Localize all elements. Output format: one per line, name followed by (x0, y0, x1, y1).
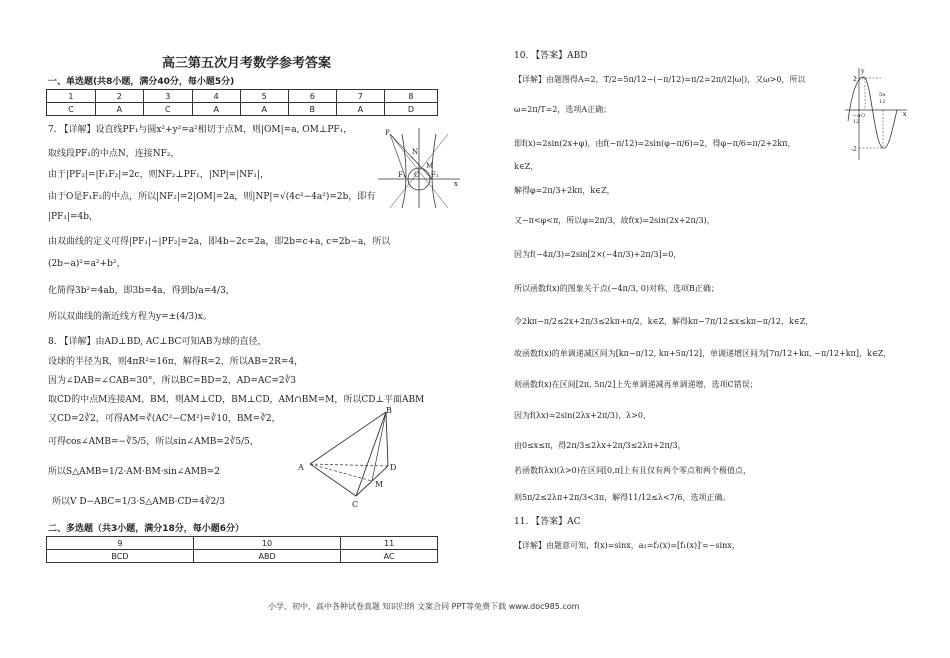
q8-line: 可得cos∠AMB=−∛5/5，所以sin∠AMB=2∛5/5， (48, 437, 259, 447)
q10-line: k∈Z， (514, 162, 539, 171)
q7-line: 所以双曲线的渐近线方程为y=±(4/3)x。 (48, 312, 212, 322)
hyperbola-label: O (414, 171, 420, 179)
tetra-label-b: B (386, 406, 392, 415)
q11-line: 11. 【答案】AC (514, 517, 581, 527)
page-title: 高三第五次月考数学参考答案 (162, 56, 332, 71)
answer-cell: BCD (47, 550, 194, 563)
answer-cell: D (384, 103, 437, 116)
answer-cell: A (336, 103, 384, 116)
q8-line: 又CD=2∛2，可得AM=∛(AC²−CM²)=∛10，BM=∛2， (48, 414, 281, 424)
q8-line: 取CD的中点M连接AM、BM，则AM⊥CD，BM⊥CD，AM∩BM=M，所以CD⊥平面ABM (48, 395, 425, 405)
q7-line: 化简得3b²=4ab，即3b=4a，得到b/a=4/3， (48, 286, 235, 296)
section2-answer-table (46, 536, 438, 563)
question-number-cell: 1 (47, 90, 96, 103)
hyperbola-label: x (454, 180, 458, 188)
sine-label: -2 (851, 146, 857, 153)
sine-label: 5π (879, 92, 886, 98)
sine-label: O (861, 113, 866, 119)
page-footer: 小学、初中、高中各种试卷真题 知识归纳 文案合同 PPT等免费下载 www.doc985.com (268, 602, 580, 611)
sine-label: y (861, 68, 865, 75)
hyperbola-label: P (385, 129, 390, 137)
q7-line: 取线段PF₁的中点N，连接NF₂， (48, 149, 180, 159)
q8-line: 因为∠DAB=∠CAB=30°，所以BC=BD=2，AD=AC=2∛3 (48, 376, 297, 386)
section1-answer-table (46, 89, 438, 116)
question-number-cell: 3 (143, 90, 192, 103)
section1-answer-row (47, 103, 438, 116)
question-number-cell: 9 (47, 537, 194, 550)
hyperbola-label: F₁ (398, 171, 406, 179)
q10-line: 即f(x)=2sin(2x+φ)，由f(−π/12)=2sin(φ−π/6)=2，得φ−π/6=π/2+2kπ， (514, 139, 796, 148)
q10-line: 若函数f(λx)(λ>0)在区间[0,π]上有且仅有两个零点和两个极值点， (514, 466, 752, 475)
q7-line: 7. 【详解】设直线PF₁与圆x²+y²=a²相切于点M，则|OM|=a, OM⊥PF₁， (48, 125, 353, 135)
q8-line: 设球的半径为R，则4πR²=16π，解得R=2，所以AB=2R=4， (48, 357, 304, 367)
sine-label: 2 (853, 76, 857, 83)
tetra-label-m: M (375, 480, 384, 489)
answer-cell: A (95, 103, 143, 116)
question-number-cell: 7 (336, 90, 384, 103)
sine-label: x (903, 111, 907, 118)
question-number-cell: 2 (95, 90, 143, 103)
answer-cell: C (143, 103, 192, 116)
q7-line: |PF₁|=4b， (48, 212, 99, 222)
q10-line: 因为f(λx)=2sin(2λx+2π/3)，λ>0， (514, 411, 652, 420)
q7-line: 由双曲线的定义可得|PF₁|−|PF₂|=2a，即4b−2c=2a，即2b=c+a, c=2b−a，所以 (48, 237, 391, 247)
hyperbola-label: F₂ (431, 171, 439, 179)
answer-cell: C (47, 103, 96, 116)
hyperbola-label: N (412, 148, 419, 156)
question-number-cell: 11 (341, 537, 438, 550)
tetra-label-a: A (298, 463, 304, 472)
hyperbola-figure (376, 124, 462, 210)
q10-line: 因为f(−4π/3)=2sin[2×(−4π/3)+2π/3]=0， (514, 250, 682, 259)
section1-number-row (47, 90, 438, 103)
section2-answer-row (47, 550, 438, 563)
q10-line: 由0≤x≤π，得2π/3≤2λx+2π/3≤2λπ+2π/3， (514, 441, 686, 450)
q7-line: (2b−a)²=a²+b²， (48, 259, 126, 269)
q10-line: 解得φ=2π/3+2kπ，k∈Z， (514, 186, 615, 195)
q10-line: 则函数f(x)在区间[2π, 5π/2]上先单调递减再单调递增，选项C错误； (514, 380, 758, 389)
q10-line: 则5π/2≤2λπ+2π/3<3π，解得11/12≤λ<7/6，选项正确。 (514, 493, 731, 502)
answer-cell: B (288, 103, 336, 116)
q8-line: 所以V D−ABC=1/3·S△AMB·CD=4∛2/3 (52, 497, 226, 507)
question-number-cell: 8 (384, 90, 437, 103)
sine-graph-figure (843, 66, 909, 162)
q7-line: 由于|PF₂|=|F₁F₂|=2c，则NF₂⊥PF₁，|NP|=|NF₁|， (48, 170, 270, 180)
tetrahedron-figure (294, 404, 412, 512)
q8-line: 8. 【详解】由AD⊥BD, AC⊥BC可知AB为球的直径， (48, 337, 267, 347)
question-number-cell: 10 (193, 537, 340, 550)
answer-cell: A (192, 103, 240, 116)
q10-line: 故函数f(x)的单调递减区间为[kπ−π/12, kπ+5π/12]，单调递增区间为[7π/12+kπ, −π/12+kπ]，k∈Z， (514, 349, 892, 358)
q8-line: 所以S△AMB=1/2·AM·BM·sin∠AMB=2 (48, 467, 220, 477)
section2-number-row (47, 537, 438, 550)
question-number-cell: 5 (240, 90, 288, 103)
sine-label: 12 (853, 119, 860, 125)
section2-heading: 二、多选题（共3小题，满分18分，每小题6分） (48, 524, 245, 534)
q10-line: 10. 【答案】ABD (514, 51, 588, 61)
q10-line: 令2kπ−π/2≤2x+2π/3≤2kπ+π/2，k∈Z，解得kπ−7π/12≤x≤kπ−π/12，k∈Z， (514, 317, 814, 326)
answer-cell: AC (341, 550, 438, 563)
sine-label: 12 (879, 99, 886, 105)
q10-line: 所以函数f(x)的图象关于点(−4π/3, 0)对称，选项B正确； (514, 284, 719, 293)
answer-cell: ABD (193, 550, 340, 563)
sine-label: −π (853, 113, 861, 119)
hyperbola-label: M (426, 162, 434, 170)
q7-line: 由于O是F₁F₂的中点，所以|NF₂|=2|OM|=2a，则|NP|=√(4c²−4a²)=2b，即有 (48, 192, 376, 202)
q10-line: 【详解】由题图得A=2，T/2=5π/12−(−π/12)=π/2=2π/(2|ω|)，又ω>0，所以 (514, 75, 806, 84)
q11-line: 【详解】由题意可知，f(x)=sinx，a₁=f₂(x)=[f₁(x)]′=−sinx， (514, 541, 740, 550)
tetra-label-d: D (390, 463, 397, 472)
question-number-cell: 4 (192, 90, 240, 103)
section1-heading: 一、单选题(共8小题，满分40分，每小题5分) (48, 77, 235, 87)
tetra-label-c: C (352, 500, 359, 509)
q10-line: 又−π<φ<π，所以φ=2π/3，故f(x)=2sin(2x+2π/3)， (514, 216, 715, 225)
q10-line: ω=2π/T=2，选项A正确； (514, 105, 612, 114)
answer-cell: A (240, 103, 288, 116)
question-number-cell: 6 (288, 90, 336, 103)
